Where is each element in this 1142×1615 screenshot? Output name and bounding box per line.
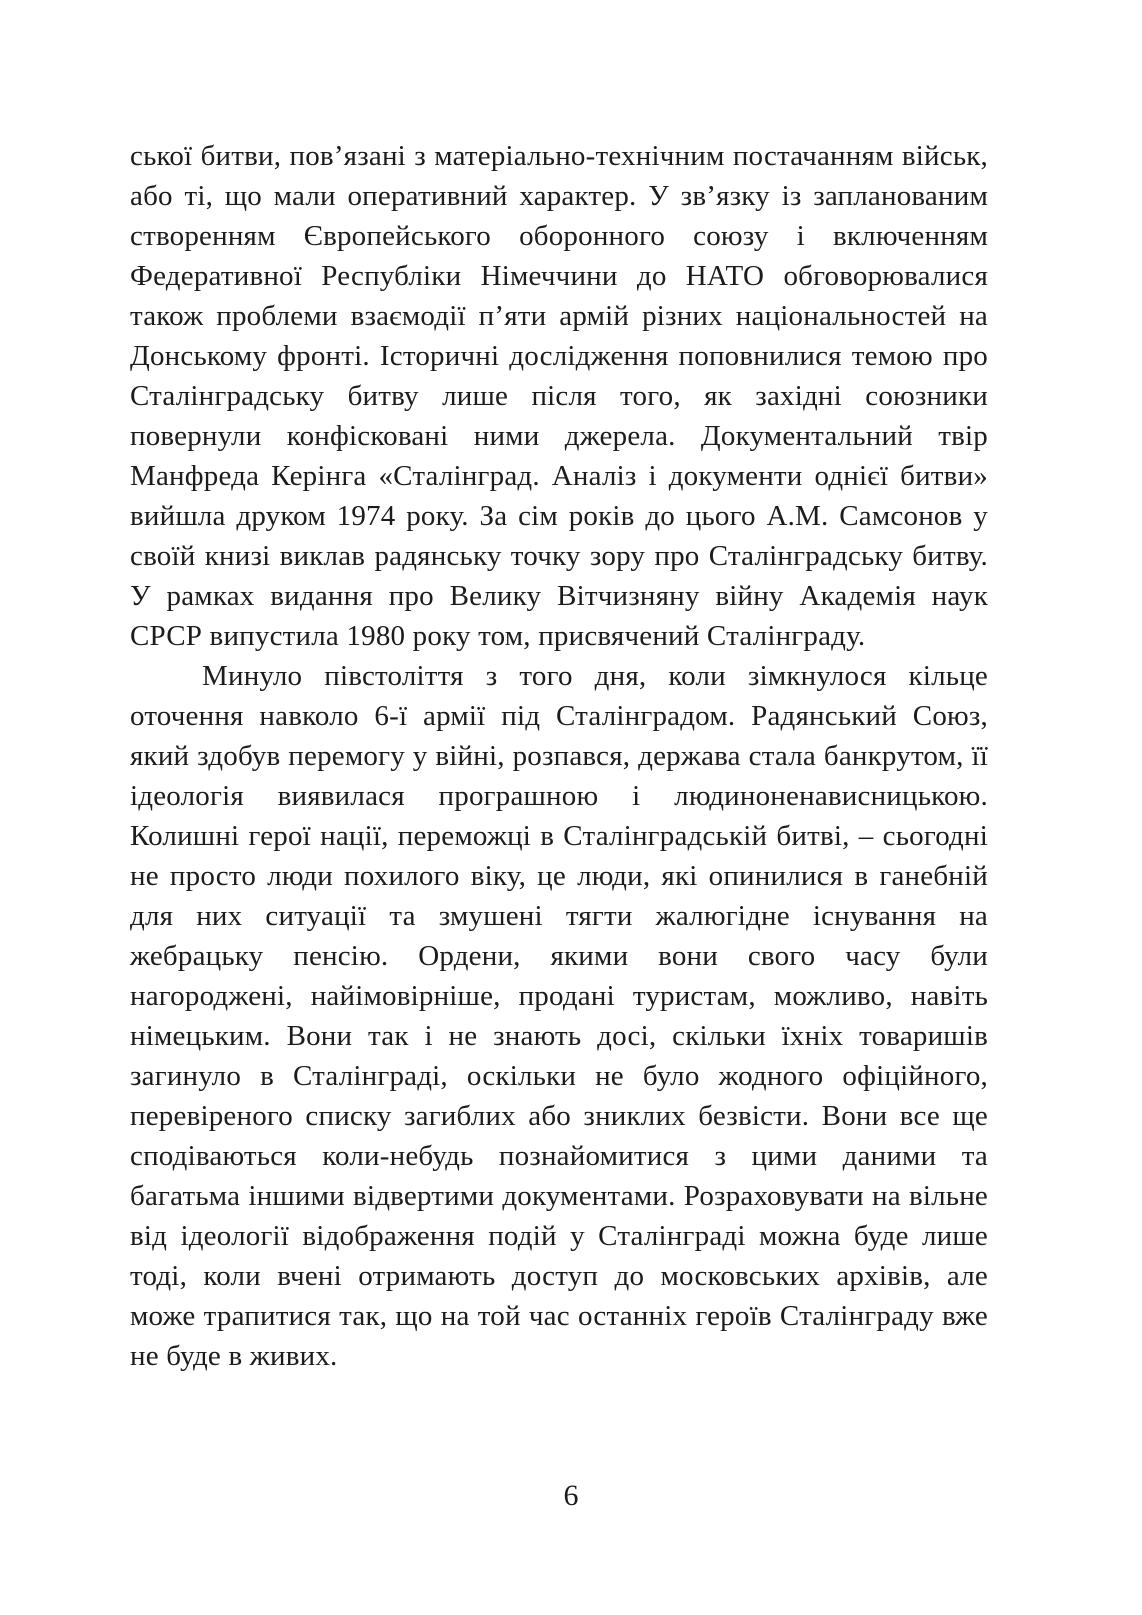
paragraph-continuation: ської битви, пов’язані з матеріально-технічним постачанням військ, або ті, що мали оперативний характер. У зв’язку із запланованим створенням Європейського оборонного союзу і включенням Федеративної Республіки Німеччини до НАТО обговорювалися також проблеми взаємодії п’яти армій різних національностей на Донському фронті. Історичні дослідження поповнилися темою про Сталінградську битву лише після того, як західні союзники повернули конфісковані ними джерела. Документальний твір Манфреда Керінга «Сталінград. Аналіз і документи однієї битви» вийшла друком 1974 року. За сім років до цього А.М. Самсонов у своїй книзі виклав радянську точку зору про Сталінградську битву. У рамках видання про Велику Вітчизняну війну Академія наук СРСР випустила 1980 року том, присвячений Сталінграду. [130, 140, 988, 652]
page-text-block [130, 136, 988, 1376]
paragraph: Минуло півстоліття з того дня, коли зімкнулося кільце оточення навколо 6-ї армії під Сталінградом. Радянський Союз, який здобув перемогу у війні, розпався, держава стала банкрутом, її ідеологія виявилася програшною і людиноненависницькою. Колишні герої нації, переможці в Сталінградській битві, – сьогодні не просто люди похилого віку, це люди, які опинилися в ганебній для них ситуації та змушені тягти жалюгідне існування на жебрацьку пенсію. Ордени, якими вони свого часу були нагороджені, найімовірніше, продані туристам, можливо, навіть німецьким. Вони так і не знають досі, скільки їхніх товаришів загинуло в Сталінграді, оскільки не було жодного офіційного, перевіреного списку загиблих або зниклих безвісти. Вони все ще сподіваються коли-небудь познайомитися з цими даними та багатьма іншими відвертими документами. Розраховувати на вільне від ідеології відображення подій у Сталінграді можна буде лише тоді, коли вчені отримають доступ до московських архівів, але може трапитися так, що на той час останніх героїв Сталінграду вже не буде в живих. [130, 660, 988, 1372]
page-number: 6 [563, 1479, 579, 1512]
